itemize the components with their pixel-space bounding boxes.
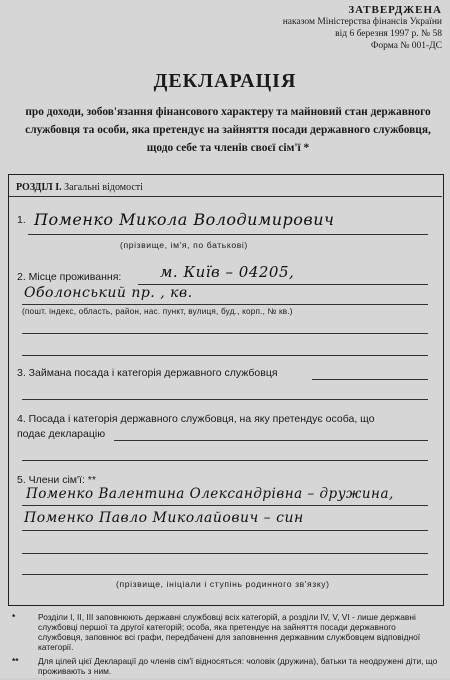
residence-value-line-2[interactable]: Оболонський пр. , кв. <box>24 285 193 301</box>
residence-line-2 <box>22 304 428 305</box>
section-heading <box>16 182 143 193</box>
document-subtitle: про доходи, зобов'язання фінансового характеру та майновий стан державного службовця та особи, яка претендує на зайняття посади державного службовця, щодо себе та членів своєї сім'ї * <box>25 106 431 154</box>
target-position-label-1: 4. Посада і категорія державного службовця, на яку претендує особа, що <box>17 413 375 425</box>
residence-line-4 <box>22 355 428 356</box>
footnote-2-text: Для цілей цієї Декларації до членів сім'ї відносяться: чоловік (дружина), батьки та неодружені діти, що проживають з ним. <box>38 656 438 676</box>
approved-line-2: від 6 березня 1997 р. № 58 <box>335 29 442 39</box>
form-number: Форма № 001-ДС <box>370 41 442 51</box>
approval-stamp-text <box>283 4 442 52</box>
footnote-2-mark: ** <box>12 656 19 666</box>
section-divider <box>9 196 442 197</box>
family-label: 5. Члени сім'ї: ** <box>17 474 96 486</box>
field-1-number: 1. <box>17 214 26 226</box>
family-line-3 <box>22 553 428 554</box>
residence-hint: (пошт. індекс, область, район, нас. пункт, вулиця, буд., корп., № кв.) <box>22 307 293 316</box>
footnote-1 <box>12 612 442 652</box>
section-frame <box>8 174 444 606</box>
residence-line-3 <box>22 333 428 334</box>
footnote-1-mark: * <box>12 612 16 622</box>
footnotes <box>12 612 442 680</box>
section-number: РОЗДІЛ І. <box>16 182 62 193</box>
family-member-1[interactable]: Поменко Валентина Олександрівна – дружина, <box>26 486 394 502</box>
position-line-2 <box>22 399 428 400</box>
family-line-2 <box>22 530 428 531</box>
approved-line-1: наказом Міністерства фінансів України <box>282 17 442 27</box>
target-position-label-2: подає декларацію <box>17 428 106 440</box>
family-hint: (прізвище, ініціали і ступінь родинного зв'язку) <box>116 579 330 589</box>
family-line-1 <box>22 505 428 506</box>
section-name: Загальні відомості <box>64 182 143 193</box>
full-name-hint: (прізвище, ім'я, по батькові) <box>120 240 248 250</box>
position-label: 3. Займана посада і категорія державного службовця <box>17 367 278 379</box>
target-position-line-2 <box>22 460 428 461</box>
position-line-1 <box>312 379 428 380</box>
footnote-2 <box>12 656 442 676</box>
full-name-value[interactable]: Поменко Микола Володимирович <box>34 210 335 229</box>
residence-label: 2. Місце проживання: <box>17 271 122 283</box>
footnote-1-text: Розділи I, II, III заповнюють державні службовці всіх категорій, а розділи IV, V, VI - лише державні службовці першої та другої категорій; особа, яка претендує на зайняття посади державного службовця, заповнює всі графи, передбачені для заповнення державним службовцем відповідної категорії. <box>38 612 421 652</box>
residence-value-line-1[interactable]: м. Київ – 04205, <box>160 263 295 281</box>
document-title: ДЕКЛАРАЦІЯ <box>153 70 297 92</box>
approved-title: ЗАТВЕРДЖЕНА <box>348 4 442 16</box>
full-name-line <box>28 234 428 235</box>
target-position-line-1 <box>114 440 428 441</box>
family-line-4 <box>22 574 428 575</box>
family-member-2[interactable]: Поменко Павло Миколайович – син <box>24 510 304 526</box>
